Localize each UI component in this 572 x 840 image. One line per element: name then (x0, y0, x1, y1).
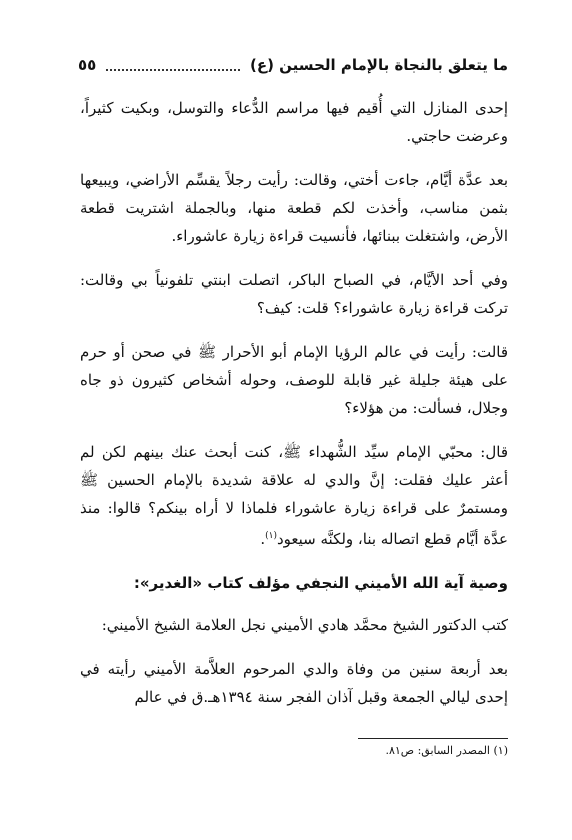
header-dot-leader (106, 59, 240, 71)
running-header (78, 50, 508, 80)
section-heading: وصية آية الله الأميني النجفي مؤلف كتاب «الغدير»: (133, 574, 508, 592)
paragraph: بعد عدَّة أيَّام، جاءت أختي، وقالت: رأيت رجلاً يقسِّم الأراضي، ويبيعها بثمن مناسب، وأخذت لكم قطعة منها، وبالجملة اشتريت قطعة الأرض، واشتغلت ببنائها، فأنسيت قراءة زيارة عاشوراء. (80, 171, 508, 245)
paragraph (80, 438, 508, 553)
paragraph: وفي أحد الأيَّام، في الصباح الباكر، اتصلت ابنتي تلفونياً بي وقالت: تركت قراءة زيارة عاشوراء؟ قلت: كيف؟ (80, 271, 508, 317)
page-body (80, 94, 508, 727)
paragraph-end: . (260, 530, 266, 548)
paragraph: بعد أربعة سنين من وفاة والدي المرحوم العلاَّمة الأميني رأيته في إحدى ليالي الجمعة وقبل آذان الفجر سنة ١٣٩٤هـ.ق في عالم (80, 660, 508, 706)
footnote: (١) المصدر السابق: ص٨١. (385, 744, 508, 757)
paragraph-text: قال: محبّي الإمام سيِّد الشُّهداء ﷺ، كنت أبحث عنك بينهم لكن لم أعثر عليك فقلت: إنَّ والدي له علاقة شديدة بالإمام الحسين ﷺ ومستمرٌ على قراءة زيارة عاشوراء فلماذا لا أراه بينكم؟ قالوا: منذ عدَّة أيَّام قطع اتصاله بنا، ولكنَّه سيعود (80, 443, 508, 548)
paragraph: إحدى المنازل التي أُقيم فيها مراسم الدُّعاء والتوسل، وبكيت كثيراً، وعرضت حاجتي. (80, 99, 508, 145)
paragraph: كتب الدكتور الشيخ محمَّد هادي الأميني نجل العلامة الشيخ الأميني: (101, 616, 508, 634)
paragraph: قالت: رأيت في عالم الرؤيا الإمام أبو الأحرار ﷺ في صحن أو حرم على هيئة جليلة غير قابلة للوصف، وحوله أشخاص كثيرون ذو جاه وجلال، فسألت: من هؤلاء؟ (80, 343, 508, 417)
footnote-reference: (١) (265, 531, 277, 541)
page-number: ٥٥ (78, 56, 97, 74)
footnote-divider (358, 738, 508, 739)
header-title: ما يتعلق بالنجاة بالإمام الحسين (ع) (250, 56, 508, 74)
